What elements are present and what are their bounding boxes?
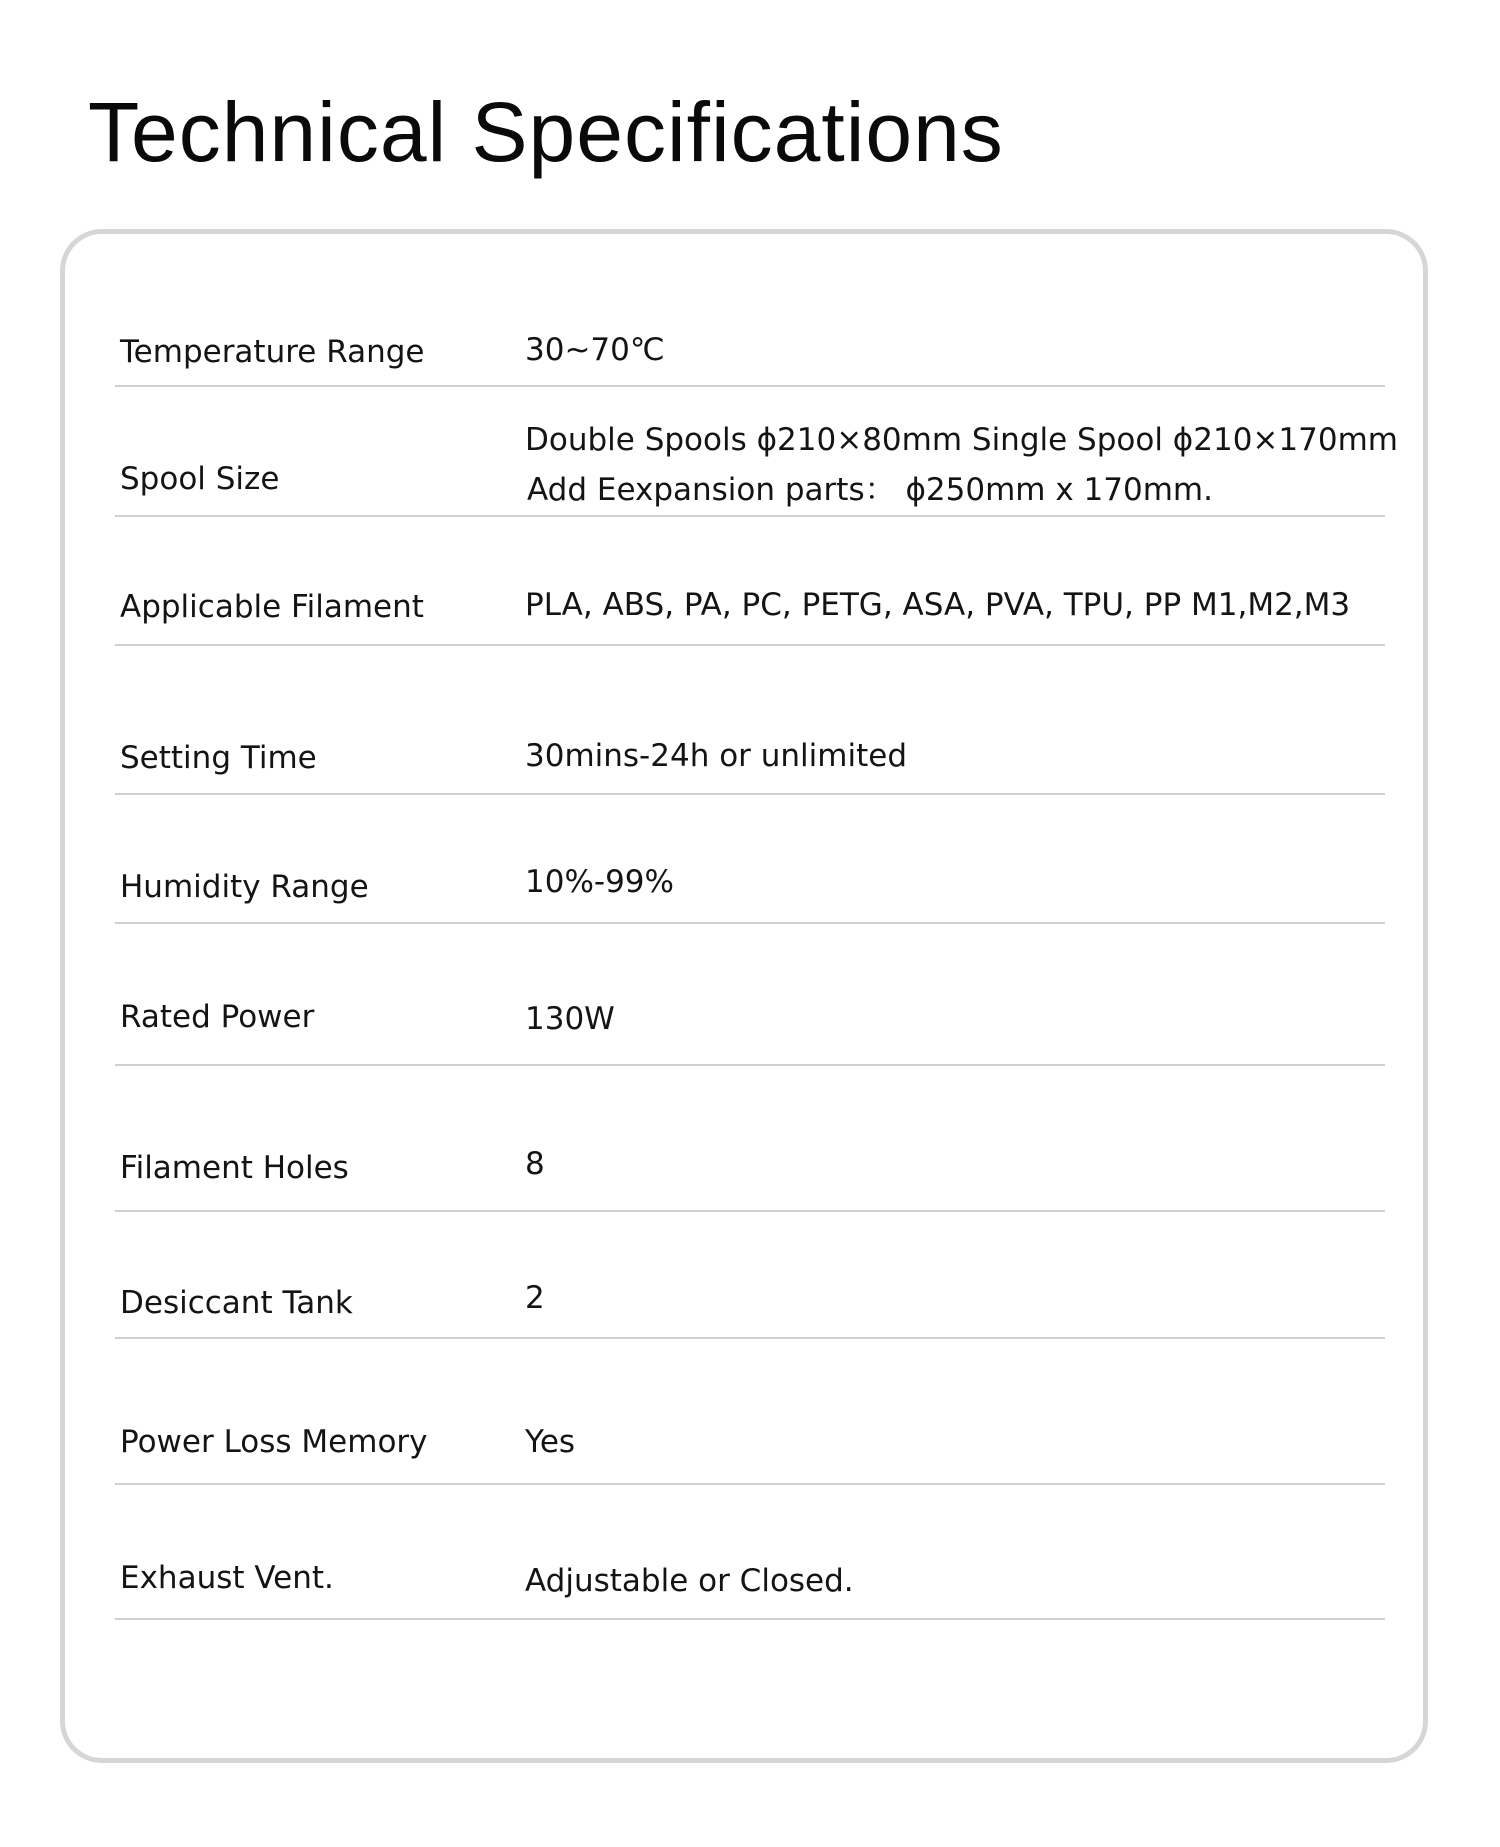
spec-label: Rated Power [120, 999, 315, 1035]
spec-value [525, 736, 907, 776]
spec-label: Power Loss Memory [120, 1424, 428, 1460]
spec-value-line: 10%-99% [525, 864, 674, 900]
spec-value-line: Double Spools ϕ210×80mm Single Spool ϕ210×170mm [525, 422, 1398, 458]
spec-label: Temperature Range [120, 334, 425, 370]
spec-row-power-loss-memory [115, 1339, 1385, 1485]
spec-row-temperature-range [115, 328, 1385, 387]
spec-label: Humidity Range [120, 869, 369, 905]
spec-value-line: PLA, ABS, PA, PC, PETG, ASA, PVA, TPU, PP M1,M2,M3 [525, 587, 1351, 623]
spec-row-spool-size [115, 387, 1398, 517]
spec-row-applicable-filament [115, 517, 1385, 646]
spec-value [525, 1561, 854, 1601]
spec-value [525, 1278, 545, 1318]
spec-value-line: 30~70℃ [525, 332, 665, 368]
spec-value-line: 30mins-24h or unlimited [525, 738, 907, 774]
spec-value [525, 1144, 545, 1184]
spec-value [525, 1422, 575, 1462]
spec-value-line: Adjustable or Closed. [525, 1563, 854, 1599]
spec-value [525, 585, 1350, 625]
spec-label: Spool Size [120, 461, 280, 497]
spec-label: Exhaust Vent. [120, 1560, 334, 1596]
spec-value-line: Add Eexpansion parts： ϕ250mm x 170mm. [527, 472, 1213, 508]
spec-label: Filament Holes [120, 1150, 349, 1186]
spec-value [525, 999, 615, 1039]
spec-value [525, 420, 1398, 510]
spec-value-line: 130W [525, 1001, 615, 1037]
spec-row-setting-time [115, 646, 1385, 795]
spec-value [525, 330, 665, 370]
spec-value-line: Yes [525, 1424, 576, 1460]
spec-row-rated-power [115, 924, 1385, 1066]
spec-row-desiccant-tank [115, 1212, 1385, 1339]
spec-value [525, 862, 674, 902]
spec-label: Desiccant Tank [120, 1285, 353, 1321]
spec-label: Applicable Filament [120, 589, 424, 625]
spec-row-exhaust-vent [115, 1485, 1385, 1620]
spec-row-humidity-range [115, 795, 1385, 924]
spec-row-filament-holes [115, 1066, 1385, 1212]
spec-value-line: 2 [525, 1280, 545, 1316]
spec-label: Setting Time [120, 740, 317, 776]
page-title: Technical Specifications [88, 85, 1004, 179]
spec-value-line: 8 [525, 1146, 545, 1182]
